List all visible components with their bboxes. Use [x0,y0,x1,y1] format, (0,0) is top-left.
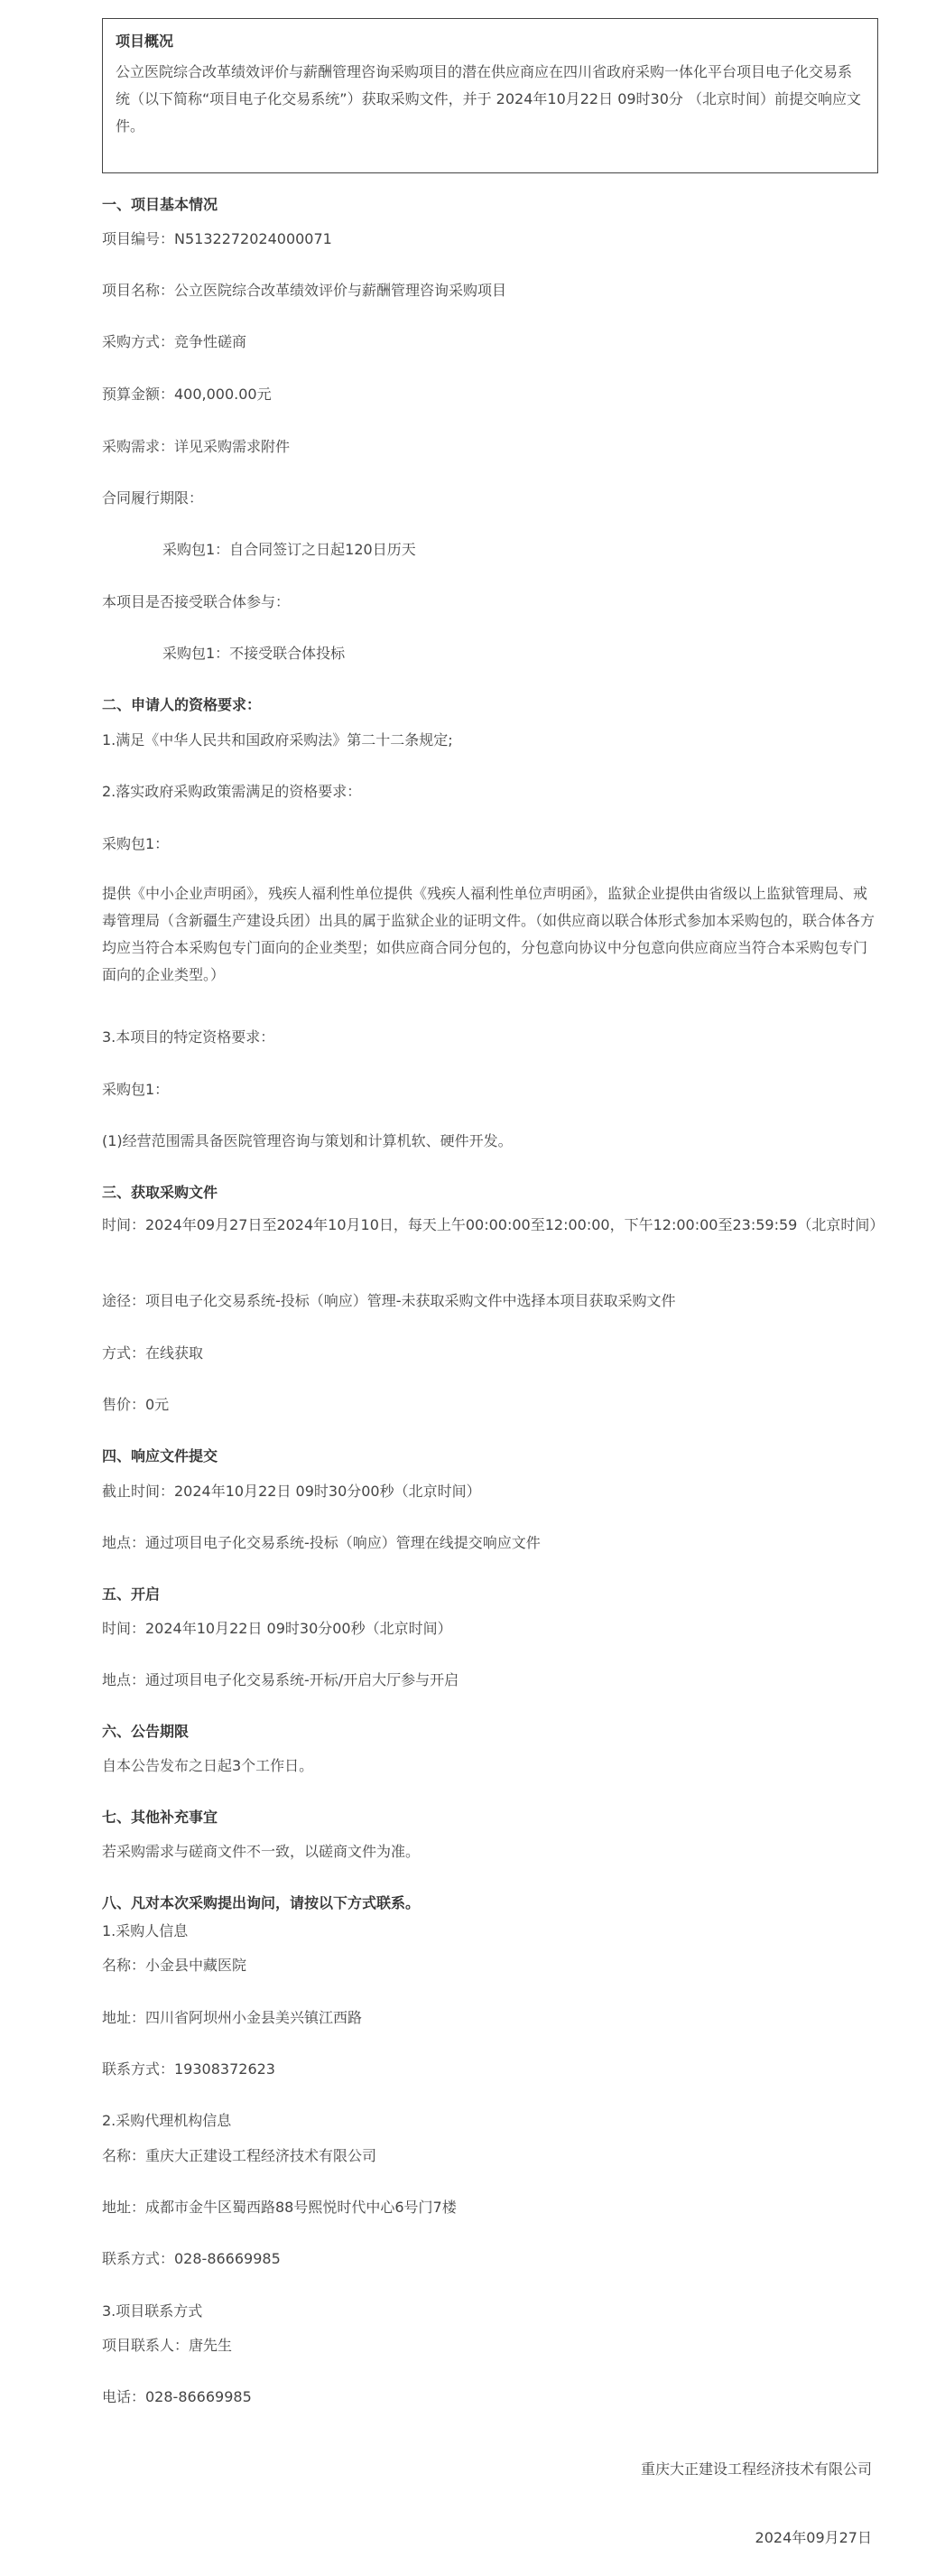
procurement-demand: 采购需求：详见采购需求附件 [102,438,291,455]
obtain-route: 途径：项目电子化交易系统-投标（响应）管理-未获取采购文件中选择本项目获取采购文件 [102,1292,676,1309]
section-heading-notice-period: 六、公告期限 [102,1723,190,1740]
qualification-item-2: 2.落实政府采购政策需满足的资格要求： [102,783,362,800]
overview-title: 项目概况 [116,33,174,50]
obtain-price: 售价：0元 [102,1396,170,1413]
purchaser-phone: 联系方式：19308372623 [102,2060,275,2078]
qualification-item-1: 1.满足《中华人民共和国政府采购法》第二十二条规定; [102,731,453,749]
submission-place: 地点：通过项目电子化交易系统-投标（响应）管理在线提交响应文件 [102,1534,541,1551]
overview-text: 公立医院综合改革绩效评价与薪酬管理咨询采购项目的潜在供应商应在四川省政府采购一体化平台项目电子化交易系统（以下简称“项目电子化交易系统”）获取采购文件，并于 2024年10月22日 09时30分 （北京时间）前提交响应文件。 [116,63,861,135]
footer-organization: 重庆大正建设工程经济技术有限公司 [640,2460,872,2478]
budget-amount: 预算金额：400,000.00元 [102,386,272,403]
purchaser-address: 地址：四川省阿坝州小金县美兴镇江西路 [102,2009,363,2026]
agency-name: 名称：重庆大正建设工程经济技术有限公司 [102,2147,377,2164]
section-heading-submission: 四、响应文件提交 [102,1447,218,1465]
qualification-package-1: 采购包1： [102,835,170,852]
notice-period-text: 自本公告发布之日起3个工作日。 [102,1757,314,1774]
obtain-way: 方式：在线获取 [102,1344,204,1362]
project-name: 项目名称：公立医院综合改革绩效评价与薪酬管理咨询采购项目 [102,282,507,299]
project-overview-box [102,18,878,173]
contract-period-package: 采购包1：自合同签订之日起120日历天 [162,541,416,558]
section-heading-opening: 五、开启 [102,1586,161,1603]
purchaser-name: 名称：小金县中藏医院 [102,1957,247,1974]
agency-address: 地址：成都市金牛区蜀西路88号熙悦时代中心6号门7楼 [102,2199,457,2216]
project-number: 项目编号：N5132272024000071 [102,230,332,247]
agency-info-title: 2.采购代理机构信息 [102,2112,232,2129]
section-heading-supplementary: 七、其他补充事宜 [102,1809,218,1826]
purchaser-info-title: 1.采购人信息 [102,1922,189,1939]
special-package-1: 采购包1： [102,1081,170,1098]
contract-period-label: 合同履行期限： [102,489,204,507]
footer-date: 2024年09月27日 [755,2529,872,2546]
section-heading-contacts: 八、凡对本次采购提出询问，请按以下方式联系。 [102,1894,421,1911]
supplementary-text: 若采购需求与磋商文件不一致，以磋商文件为准。 [102,1843,421,1860]
project-contact-phone: 电话：028-86669985 [102,2388,252,2405]
obtain-time: 时间：2024年09月27日至2024年10月10日，每天上午00:00:00至12:00:00，下午12:00:00至23:59:59（北京时间） [102,1216,885,1233]
procurement-method: 采购方式：竞争性磋商 [102,333,247,350]
project-contact-person: 项目联系人：唐先生 [102,2337,233,2354]
opening-place: 地点：通过项目电子化交易系统-开标/开启大厅参与开启 [102,1671,459,1688]
section-heading-qualifications: 二、申请人的资格要求： [102,696,262,713]
policy-requirements-text: 提供《中小企业声明函》，残疾人福利性单位提供《残疾人福利性单位声明函》，监狱企业提供由省级以上监狱管理局、戒毒管理局（含新疆生产建设兵团）出具的属于监狱企业的证明文件。（如供应商以联合体形式参加本采购包的，联合体各方均应当符合本采购包专门面向的企业类型；如供应商合同分包的，分包意向协议中分包意向供应商应当符合本采购包专门面向的企业类型。） [102,885,876,983]
agency-phone: 联系方式：028-86669985 [102,2250,281,2267]
qualification-item-3: 3.本项目的特定资格要求： [102,1028,275,1046]
consortium-label: 本项目是否接受联合体参与： [102,593,291,610]
opening-time: 时间：2024年10月22日 09时30分00秒（北京时间） [102,1620,452,1637]
submission-deadline: 截止时间：2024年10月22日 09时30分00秒（北京时间） [102,1483,481,1500]
section-heading-basic-info: 一、项目基本情况 [102,196,218,213]
consortium-package: 采购包1：不接受联合体投标 [162,645,346,662]
special-requirement: (1)经营范围需具备医院管理咨询与策划和计算机软、硬件开发。 [102,1132,513,1149]
section-heading-obtain-docs: 三、获取采购文件 [102,1184,218,1201]
project-contact-title: 3.项目联系方式 [102,2302,203,2320]
